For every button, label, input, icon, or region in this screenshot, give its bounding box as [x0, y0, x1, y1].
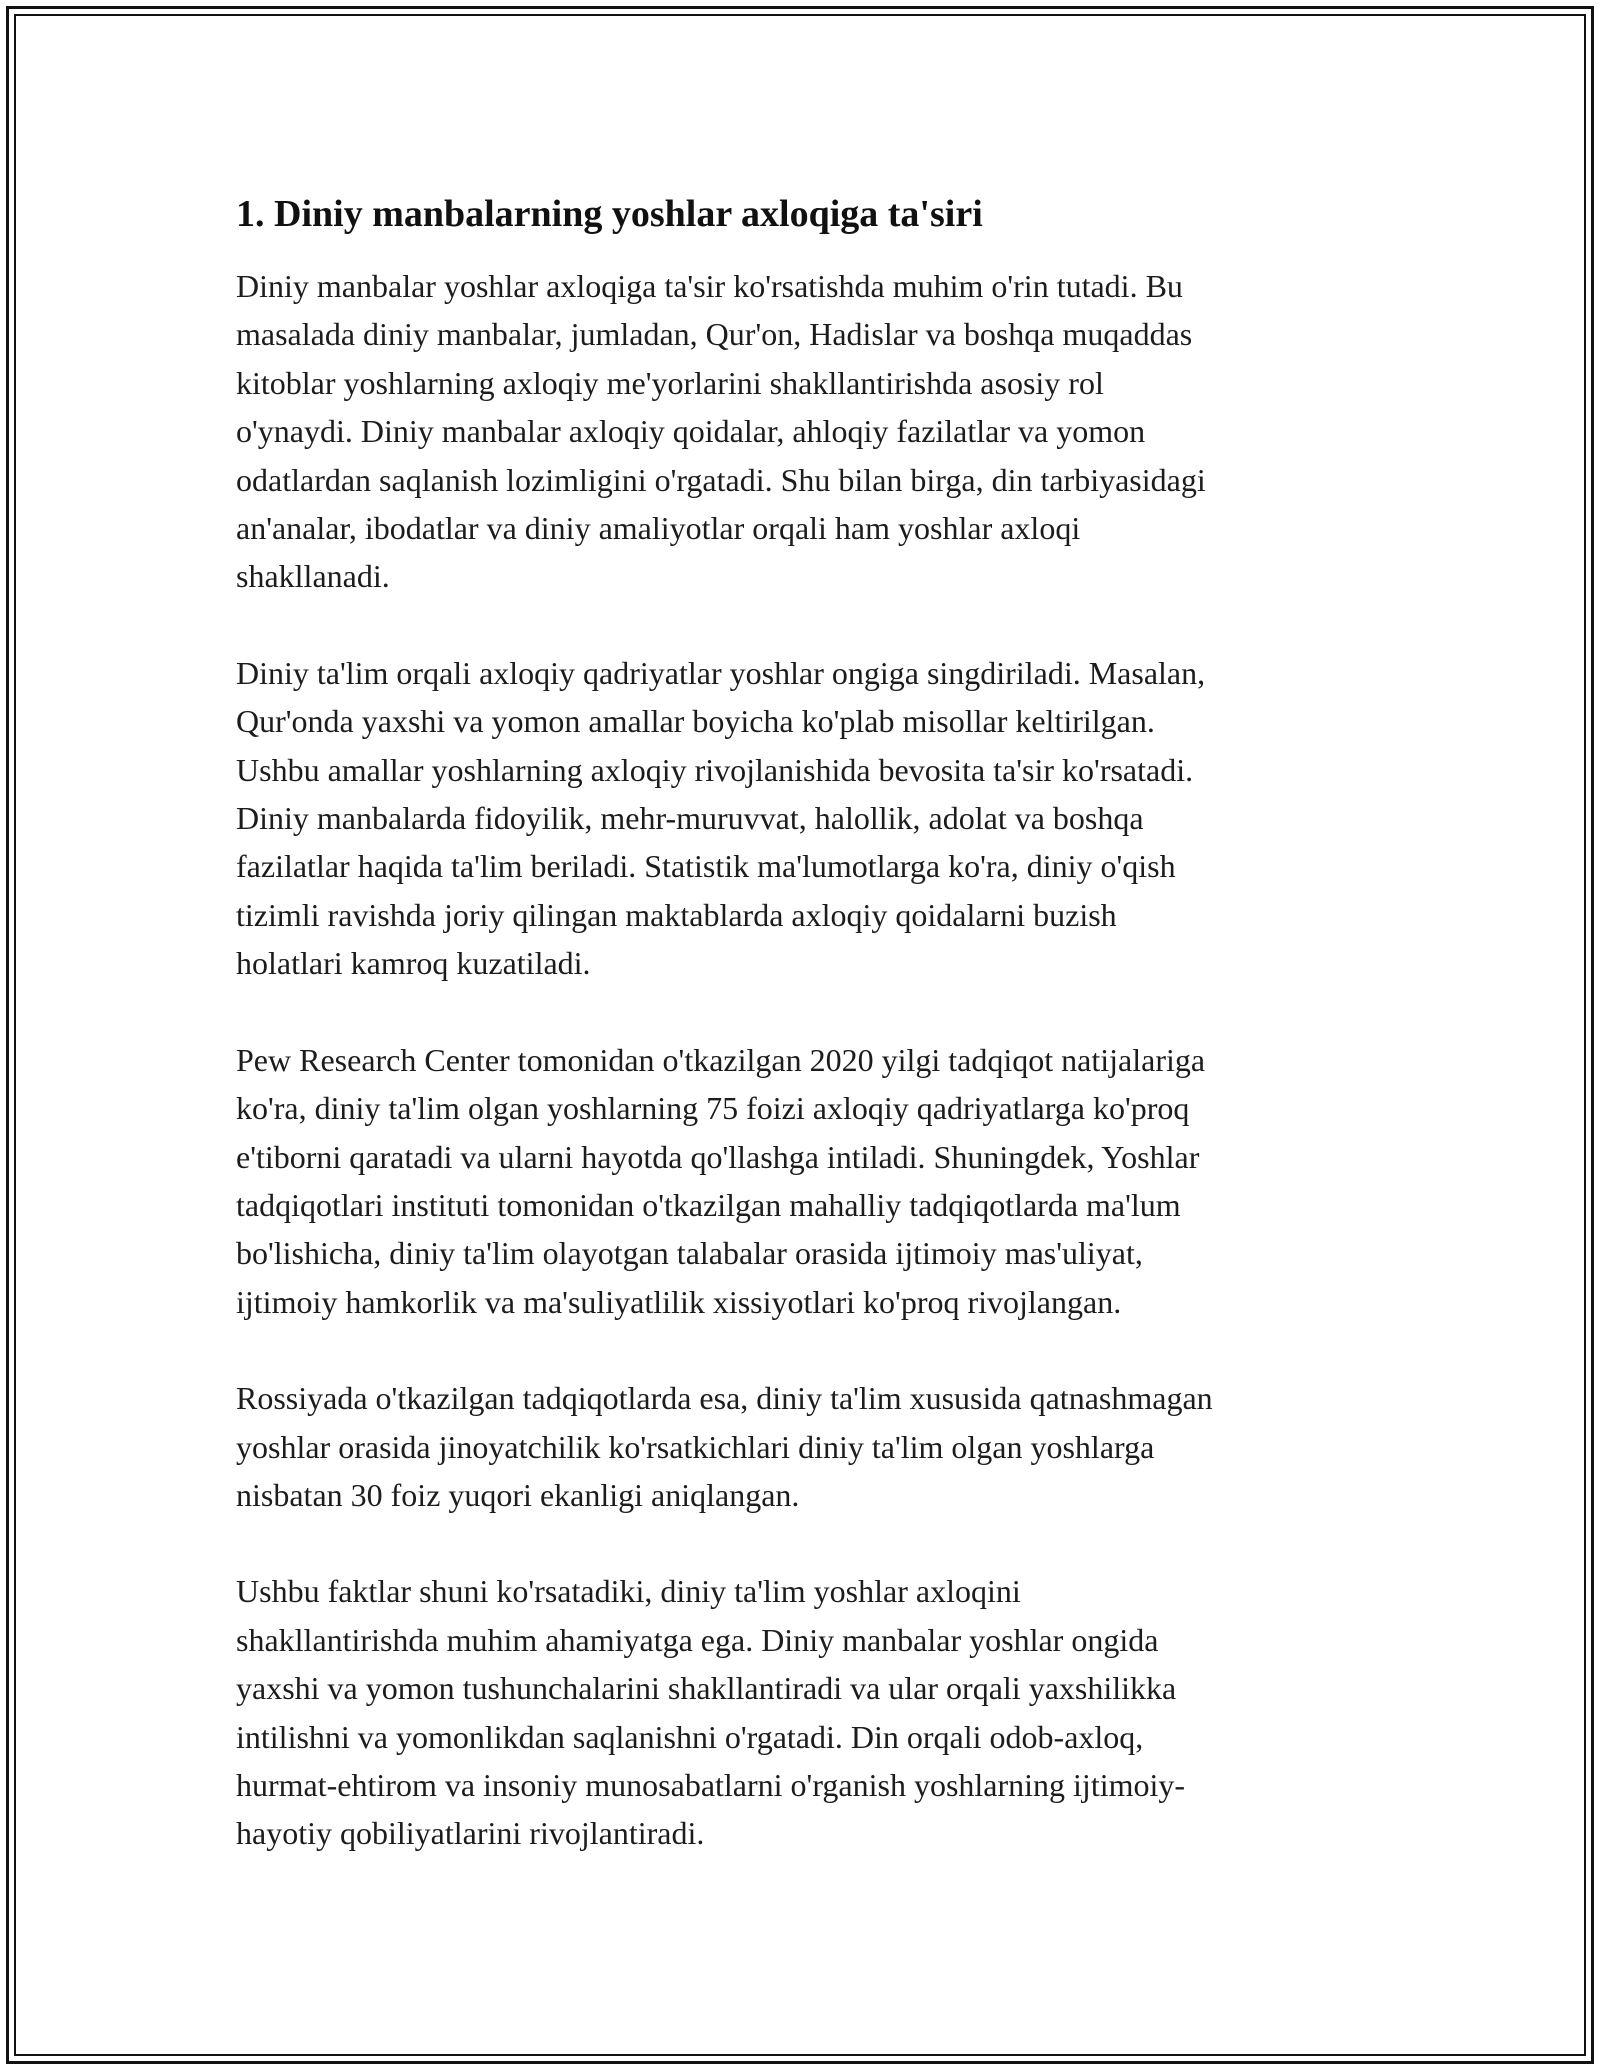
- text-line: hurmat-ehtirom va insoniy munosabatlarni o'rganish yoshlarning ijtimoiy-: [236, 1766, 1186, 1803]
- text-line: Qur'onda yaxshi va yomon amallar boyicha ko'plab misollar keltirilgan.: [236, 703, 1155, 740]
- paragraph-5: [236, 1567, 1366, 1857]
- text-line: Diniy manbalar yoshlar axloqiga ta'sir ko'rsatishda muhim o'rin tutadi. Bu: [236, 268, 1183, 304]
- text-line: Ushbu faktlar shuni ko'rsatadiki, diniy ta'lim yoshlar axloqini: [236, 1573, 1021, 1610]
- paragraph-1: [236, 262, 1366, 601]
- text-line: ijtimoiy hamkorlik va ma'suliyatlilik xissiyotlari ko'proq rivojlangan.: [236, 1283, 1122, 1320]
- text-line: Diniy ta'lim orqali axloqiy qadriyatlar yoshlar ongiga singdiriladi. Masalan,: [236, 654, 1206, 691]
- text-line: ko'ra, diniy ta'lim olgan yoshlarning 75 foizi axloqiy qadriyatlarga ko'proq: [236, 1090, 1190, 1127]
- text-line: o'ynaydi. Diniy manbalar axloqiy qoidalar, ahloqiy fazilatlar va yomon: [236, 413, 1146, 450]
- text-line: bo'lishicha, diniy ta'lim olayotgan talabalar orasida ijtimoiy mas'uliyat,: [236, 1235, 1143, 1272]
- text-line: yaxshi va yomon tushunchalarini shakllantiradi va ular orqali yaxshilikka: [236, 1670, 1177, 1707]
- page-title: 1. Diniy manbalarning yoshlar axloqiga ta'siri: [236, 193, 983, 235]
- paragraph-2: [236, 649, 1366, 988]
- text-line: shakllanadi.: [236, 558, 390, 595]
- text-line: yoshlar orasida jinoyatchilik ko'rsatkichlari diniy ta'lim olgan yoshlarga: [236, 1428, 1155, 1465]
- paragraph-4: [236, 1374, 1366, 1519]
- text-line: e'tiborni qaratadi va ularni hayotda qo'llashga intiladi. Shuningdek, Yoshlar: [236, 1138, 1200, 1175]
- text-line: Ushbu amallar yoshlarning axloqiy rivojlanishida bevosita ta'sir ko'rsatadi.: [236, 751, 1194, 788]
- text-line: tadqiqotlari instituti tomonidan o'tkazilgan mahalliy tadqiqotlarda ma'lum: [236, 1186, 1181, 1223]
- text-line: shakllantirishda muhim ahamiyatga ega. Diniy manbalar yoshlar ongida: [236, 1621, 1159, 1658]
- text-line: Pew Research Center tomonidan o'tkazilgan 2020 yilgi tadqiqot natijalariga: [236, 1041, 1206, 1078]
- text-line: holatlari kamroq kuzatiladi.: [236, 945, 591, 982]
- text-line: hayotiy qobiliyatlarini rivojlantiradi.: [236, 1815, 705, 1852]
- text-line: masalada diniy manbalar, jumladan, Qur'on, Hadislar va boshqa muqaddas: [236, 316, 1193, 353]
- text-line: an'analar, ibodatlar va diniy amaliyotlar orqali ham yoshlar axloqi: [236, 510, 1081, 547]
- text-line: fazilatlar haqida ta'lim beriladi. Statistik ma'lumotlarga ko'ra, diniy o'qish: [236, 848, 1176, 885]
- text-line: tizimli ravishda joriy qilingan maktablarda axloqiy qoidalarni buzish: [236, 896, 1117, 933]
- text-line: kitoblar yoshlarning axloqiy me'yorlarini shakllantirishda asosiy rol: [236, 364, 1104, 401]
- text-line: Diniy manbalarda fidoyilik, mehr-muruvvat, halollik, adolat va boshqa: [236, 800, 1144, 837]
- document-body: [236, 188, 1366, 1906]
- paragraph-3: [236, 1036, 1366, 1326]
- text-line: Rossiyada o'tkazilgan tadqiqotlarda esa, diniy ta'lim xususida qatnashmagan: [236, 1380, 1213, 1417]
- text-line: odatlardan saqlanish lozimligini o'rgatadi. Shu bilan birga, din tarbiyasidagi: [236, 461, 1206, 498]
- text-line: nisbatan 30 foiz yuqori ekanligi aniqlangan.: [236, 1476, 800, 1513]
- text-line: intilishni va yomonlikdan saqlanishni o'rgatadi. Din orqali odob-axloq,: [236, 1718, 1144, 1755]
